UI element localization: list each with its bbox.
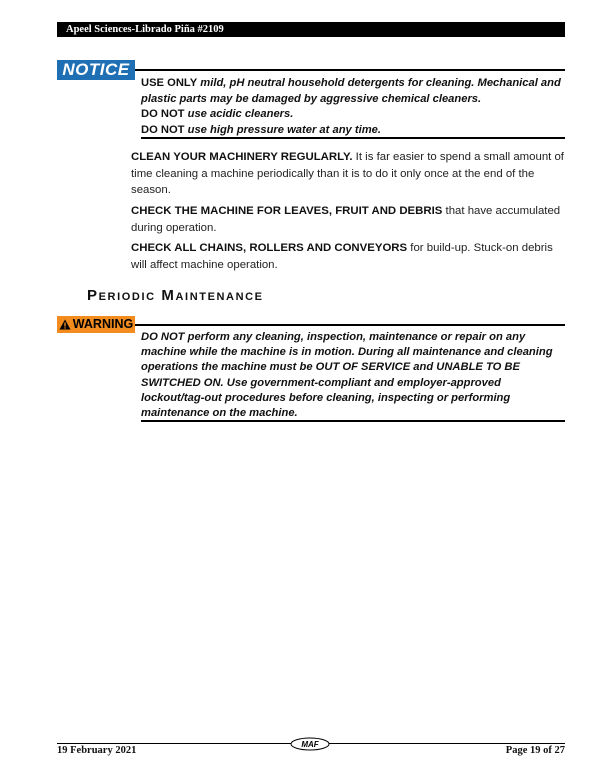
footer-date: 19 February 2021 — [57, 745, 137, 756]
warning-label: WARNING — [72, 317, 134, 331]
notice-line: DO NOT use acidic cleaners. — [141, 108, 294, 120]
warning-bottom-rule — [141, 420, 565, 422]
warning-triangle-icon — [59, 319, 71, 330]
paragraph-clean-regularly: CLEAN YOUR MACHINERY REGULARLY. It is far easier to spend a small amount of time cleaning a machine periodically than it is to do it only once at the end of the season. — [131, 151, 564, 196]
notice-bottom-rule — [141, 137, 565, 139]
maf-logo — [290, 737, 330, 756]
notice-badge — [57, 60, 135, 80]
paragraph-check-chains: CHECK ALL CHAINS, ROLLERS AND CONVEYORS for build-up. Stuck-on debris will affect machine operation. — [131, 242, 553, 271]
document-title: Apeel Sciences-Librado Piña #2109 — [66, 24, 224, 35]
notice-line: USE ONLY mild, pH neutral household detergents for cleaning. Mechanical and plastic parts may be damaged by aggressive chemical cleaners. — [141, 77, 561, 105]
section-title: Periodic Maintenance — [87, 287, 264, 304]
warning-badge — [57, 316, 135, 333]
notice-top-rule — [135, 69, 565, 71]
page-number: Page 19 of 27 — [505, 745, 565, 756]
notice-line: DO NOT use high pressure water at any time. — [141, 123, 381, 136]
paragraph-check-debris: CHECK THE MACHINE FOR LEAVES, FRUIT AND DEBRIS that have accumulated during operation. — [131, 205, 561, 234]
page-header — [57, 22, 565, 37]
warning-top-rule — [135, 324, 565, 326]
notice-label: NOTICE — [62, 60, 130, 79]
warning-text: DO NOT perform any cleaning, inspection, maintenance or repair on any machine while the machine is in motion. During all maintenance and cleaning operations the machine must be OUT OF SERVICE and UNABLE TO BE SWITCHED ON. Use government-compliant and employer-approved lockout/tag-out procedures before cleaning, inspecting or performing maintenance on the machine. — [141, 331, 553, 420]
notice-text — [141, 76, 565, 138]
maf-logo-text: MAF — [301, 740, 319, 749]
